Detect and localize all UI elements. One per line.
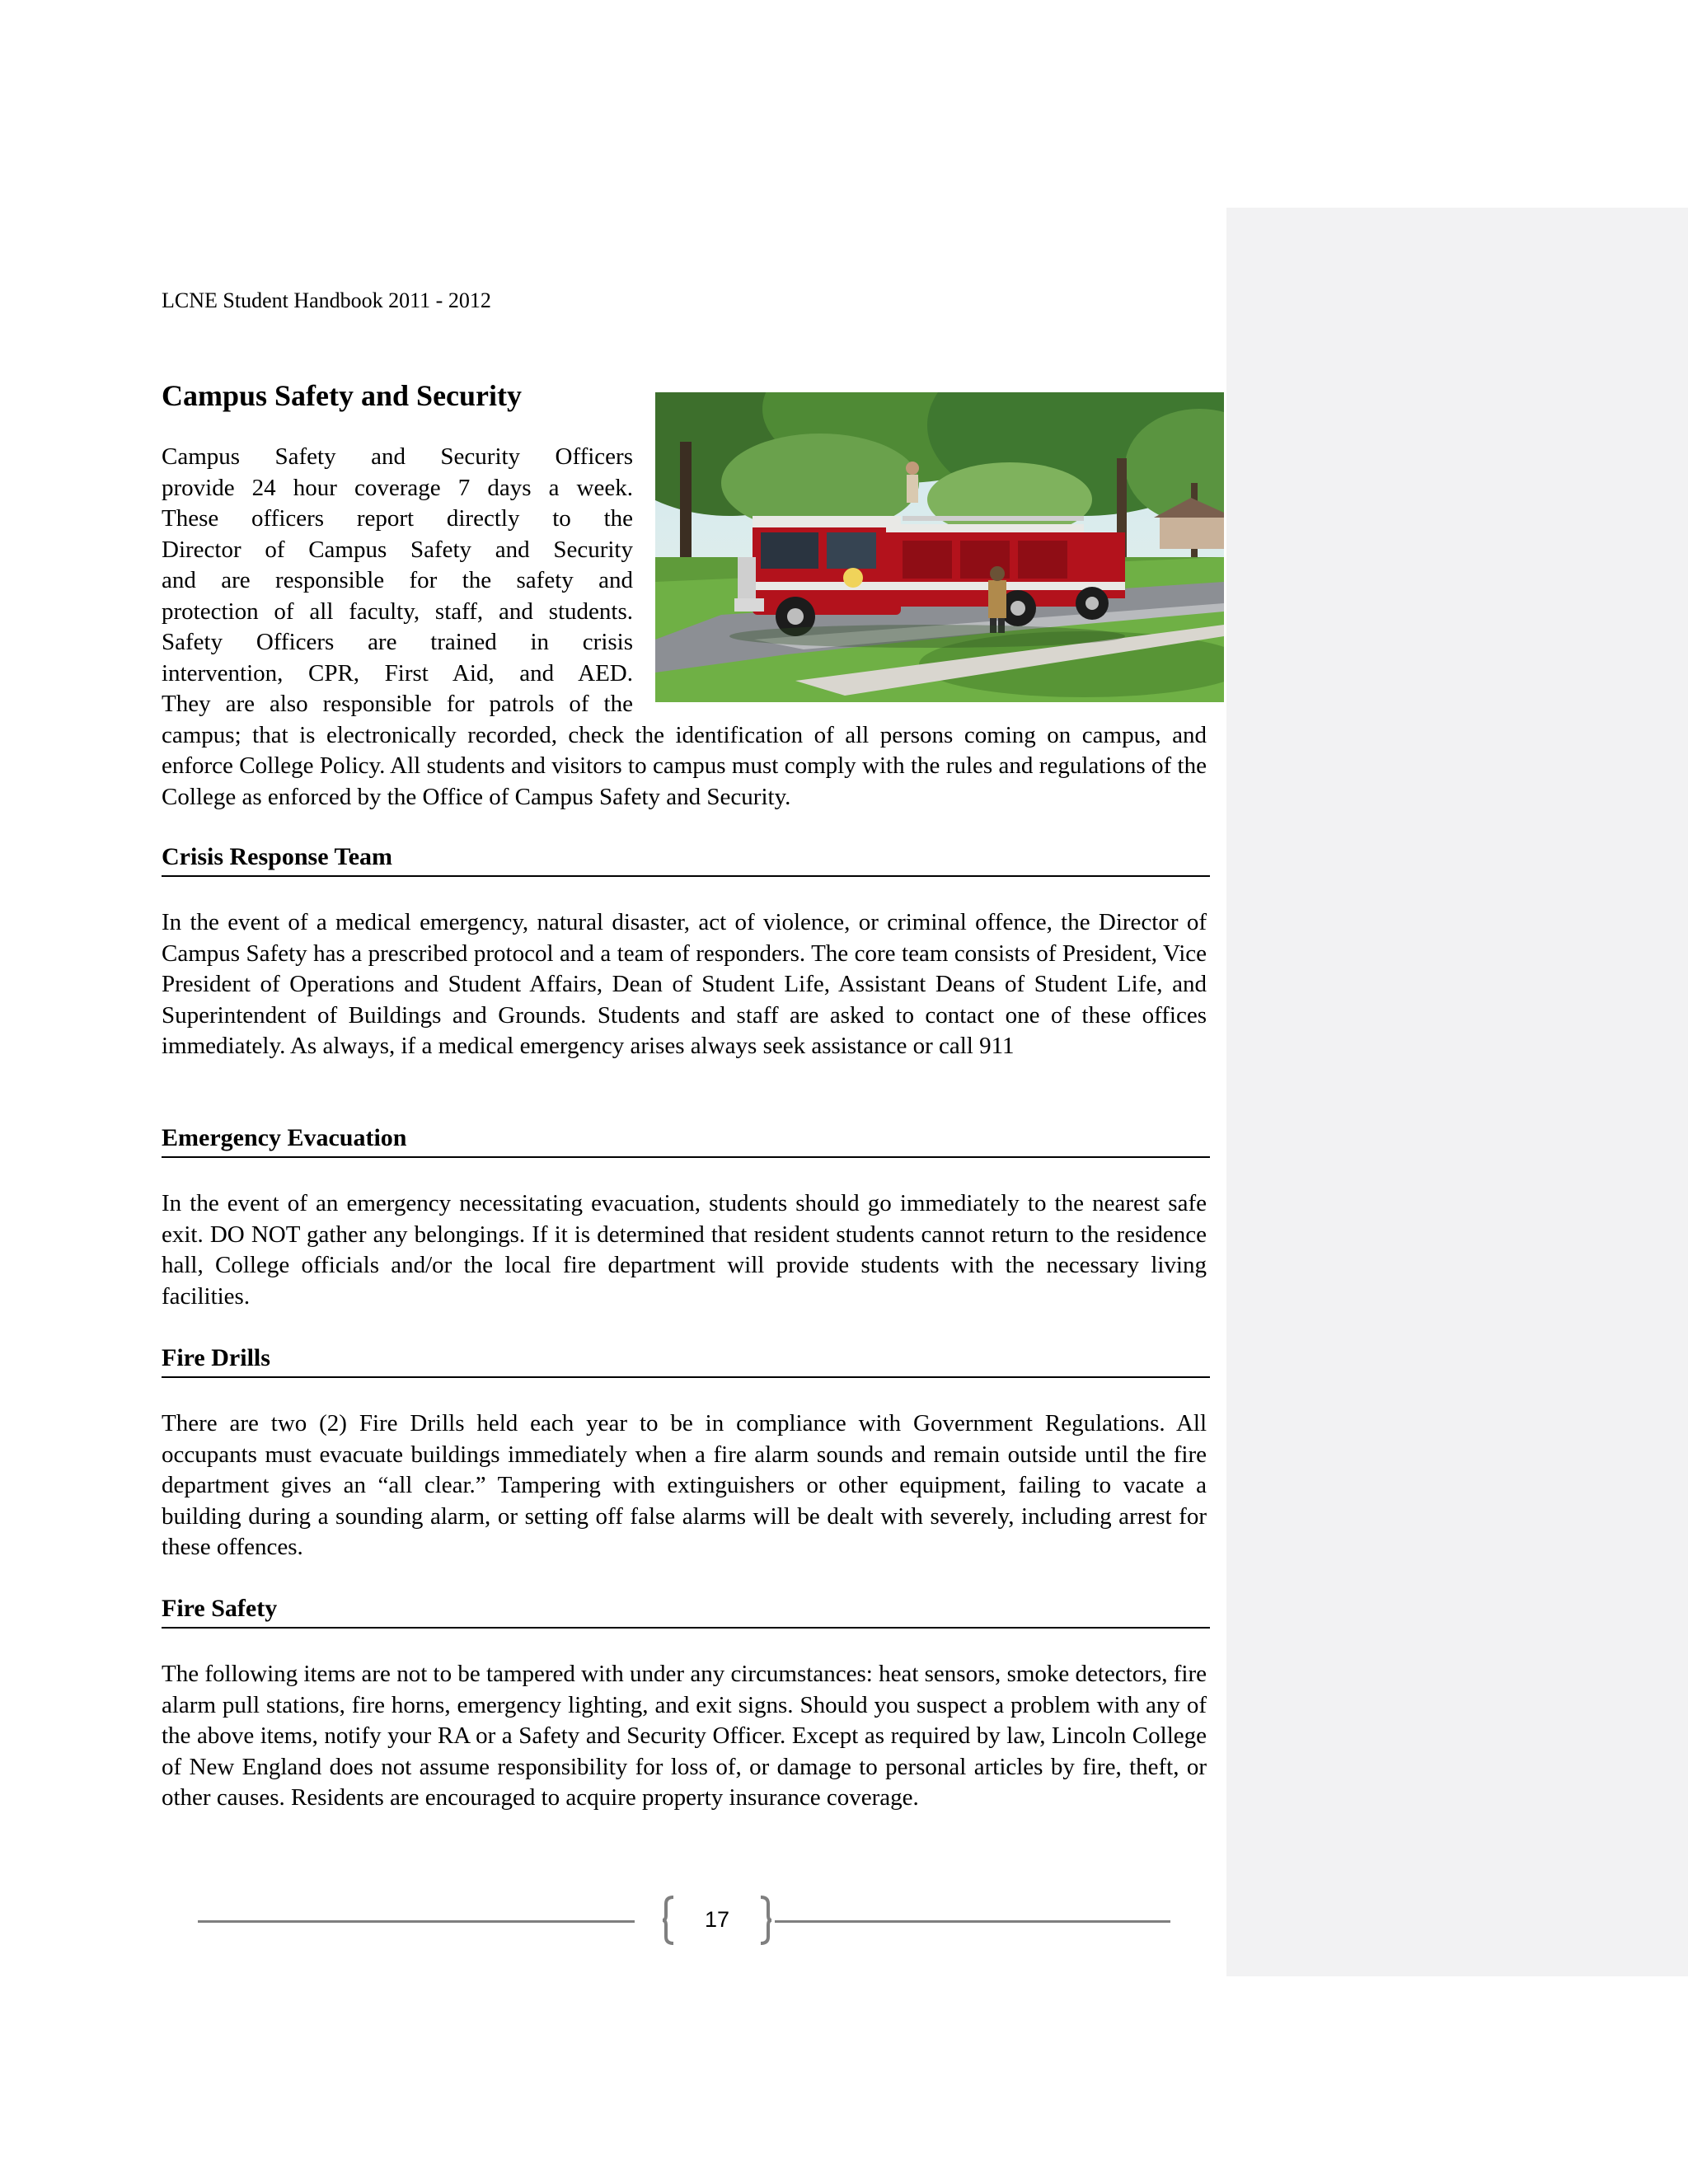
page-number: 17 <box>704 1907 730 1932</box>
footer-rule-left <box>198 1920 635 1923</box>
section-heading-crisis-response: Crisis Response Team <box>162 842 1210 877</box>
section-paragraph: In the event of an emergency necessitating evacuation, students should go immediately to the nearest safe exit. DO NOT gather any belongings. If it is determined that resident students cannot return to the residence hall, College officials and/or the local fire department will provide students with the necessary living facilities. <box>162 1190 1207 1310</box>
intro-line: Safety Officers are trained in crisis <box>162 629 633 655</box>
comment-margin-pane <box>1226 208 1688 1976</box>
intro-line: provide 24 hour coverage 7 days a week. <box>162 474 633 501</box>
intro-line: intervention, CPR, First Aid, and AED. <box>162 659 633 687</box>
section-heading-emergency-evacuation: Emergency Evacuation <box>162 1123 1210 1158</box>
intro-line: protection of all faculty, staff, and students. <box>162 598 633 625</box>
left-brace-icon <box>663 1896 676 1945</box>
intro-wrapped-lines <box>162 442 1207 720</box>
running-header: LCNE Student Handbook 2011 - 2012 <box>162 288 491 312</box>
section-body-fire-drills <box>162 1408 1207 1563</box>
intro-line: Campus Safety and Security Officers <box>162 443 633 470</box>
footer-rule-right <box>775 1920 1170 1923</box>
intro-line: and are responsible for the safety and <box>162 567 633 593</box>
section-body-crisis-response <box>162 907 1207 1062</box>
page-footer <box>198 1896 1170 1945</box>
section-paragraph: There are two (2) Fire Drills held each year to be in compliance with Government Regulations. All occupants must evacuate buildings immediately when a fire alarm sounds and remain outside until the fire department gives an “all clear.” Tampering with extinguishers or other equipment, failing to vacate a building during a sounding alarm, or setting off false alarms will be dealt with severely, including arrest for these offences. <box>162 1410 1207 1560</box>
section-paragraph: In the event of a medical emergency, natural disaster, act of violence, or criminal offence, the Director of Campus Safety has a prescribed protocol and a team of responders. The core team consists of President, Vice President of Operations and Student Affairs, Dean of Student Life, Assistant Deans of Student Life, and Superintendent of Buildings and Grounds. Students and staff are asked to contact one of these offices immediately. As always, if a medical emergency arises always seek assistance or call 911 <box>162 909 1207 1059</box>
section-body-emergency-evacuation <box>162 1188 1207 1312</box>
section-paragraph: The following items are not to be tampered with under any circumstances: heat sensors, smoke detectors, fire alarm pull stations, fire horns, emergency lighting, and exit signs. Should you suspect a problem with any of the above items, notify your RA or a Safety and Security Officer. Except as required by law, Lincoln College of New England does not assume responsibility for loss of, or damage to personal articles by fire, theft, or other causes. Residents are encouraged to acquire property insurance coverage. <box>162 1661 1207 1811</box>
section-heading-fire-safety: Fire Safety <box>162 1594 1210 1629</box>
intro-paragraph <box>162 442 1207 813</box>
intro-continuation: campus; that is electronically recorded, check the identification of all persons coming on campus, and enforce College Policy. All students and visitors to campus must comply with the rules and regulations of the College as enforced by the Office of Campus Safety and Security. <box>162 721 1207 810</box>
right-brace-icon <box>758 1896 771 1945</box>
page-title: Campus Safety and Security <box>162 379 523 412</box>
section-heading-fire-drills: Fire Drills <box>162 1343 1210 1378</box>
section-body-fire-safety <box>162 1659 1207 1814</box>
intro-line: They are also responsible for patrols of the <box>162 691 633 717</box>
intro-line: These officers report directly to the <box>162 505 633 532</box>
intro-line: Director of Campus Safety and Security <box>162 536 633 563</box>
